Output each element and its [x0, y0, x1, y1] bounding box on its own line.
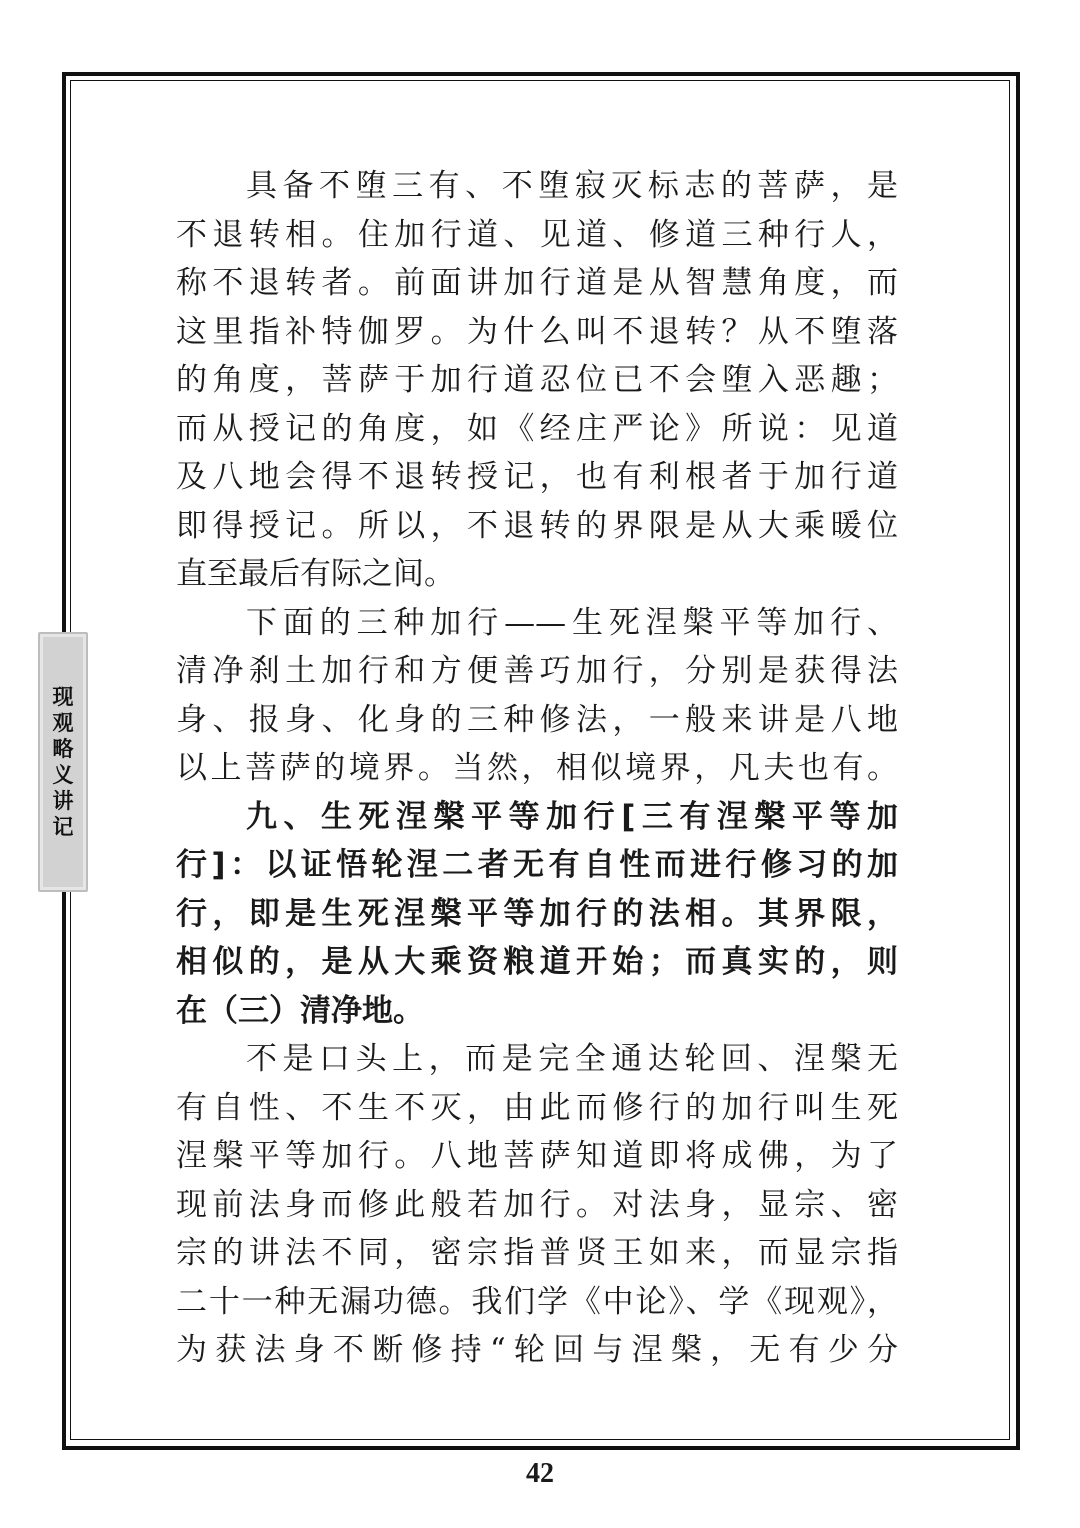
text-line: 具备不堕三有、不堕寂灭标志的菩萨，是 — [246, 168, 898, 204]
text-line: 以上菩萨的境界。当然，相似境界，凡夫也有。 — [176, 750, 898, 786]
paragraph-1 — [176, 162, 898, 599]
text-line: 下面的三种加行——生死涅槃平等加行、 — [246, 604, 898, 641]
text-line: 称不退转者。前面讲加行道是从智慧角度，而 — [176, 265, 898, 301]
book-title-char: 略 — [52, 737, 74, 761]
book-title-char: 记 — [52, 815, 74, 839]
text-line: 及八地会得不退转授记，也有利根者于加行道 — [176, 459, 898, 495]
text-line: 不是口头上，而是完全通达轮回、涅槃无 — [246, 1041, 898, 1077]
body-text — [176, 162, 898, 1375]
text-line: 为获法身不断修持“轮回与涅槃，无有少分 — [176, 1332, 898, 1368]
text-line: 的角度，菩萨于加行道忍位已不会堕入恶趣； — [176, 362, 898, 398]
text-line: 即得授记。所以，不退转的界限是从大乘暖位 — [176, 507, 898, 544]
text-line: 相似的，是从大乘资粮道开始；而真实的，则 — [176, 944, 898, 980]
text-line: 现前法身而修此般若加行。对法身，显宗、密 — [176, 1186, 898, 1223]
text-line: 涅槃平等加行。八地菩萨知道即将成佛，为了 — [176, 1138, 898, 1174]
text-line: 身、报身、化身的三种修法，一般来讲是八地 — [176, 701, 898, 738]
text-line: 清净刹土加行和方便善巧加行，分别是获得法 — [176, 653, 898, 689]
paragraph-3-heading — [176, 793, 898, 1036]
text-line: 这里指补特伽罗。为什么叫不退转？从不堕落 — [176, 313, 898, 350]
text-line: 在（三）清净地。 — [176, 992, 424, 1029]
text-line: 直至最后有际之间。 — [176, 556, 455, 592]
page-number: 42 — [526, 1458, 554, 1489]
text-line: 而从授记的角度，如《经庄严论》所说：见道 — [176, 410, 898, 447]
book-title-vertical — [53, 684, 74, 840]
book-title-char: 义 — [52, 763, 74, 787]
side-tab-book-title — [38, 632, 88, 892]
text-line: 不退转相。住加行道、见道、修道三种行人， — [176, 216, 898, 253]
text-line: 宗的讲法不同，密宗指普贤王如来，而显宗指 — [176, 1235, 898, 1271]
book-title-char: 现 — [52, 685, 74, 709]
text-line: 行，即是生死涅槃平等加行的法相。其界限， — [176, 895, 898, 932]
text-line: 二十一种无漏功德。我们学《中论》、学《现观》， — [176, 1283, 898, 1320]
text-line: 行]：以证悟轮涅二者无有自性而进行修习的加 — [176, 847, 898, 883]
text-line: 九、生死涅槃平等加行[三有涅槃平等加 — [246, 798, 898, 835]
paragraph-2 — [176, 599, 898, 793]
text-line: 有自性、不生不灭，由此而修行的加行叫生死 — [176, 1089, 898, 1126]
book-title-char: 讲 — [52, 789, 74, 813]
paragraph-4 — [176, 1035, 898, 1375]
book-title-char: 观 — [52, 711, 74, 735]
